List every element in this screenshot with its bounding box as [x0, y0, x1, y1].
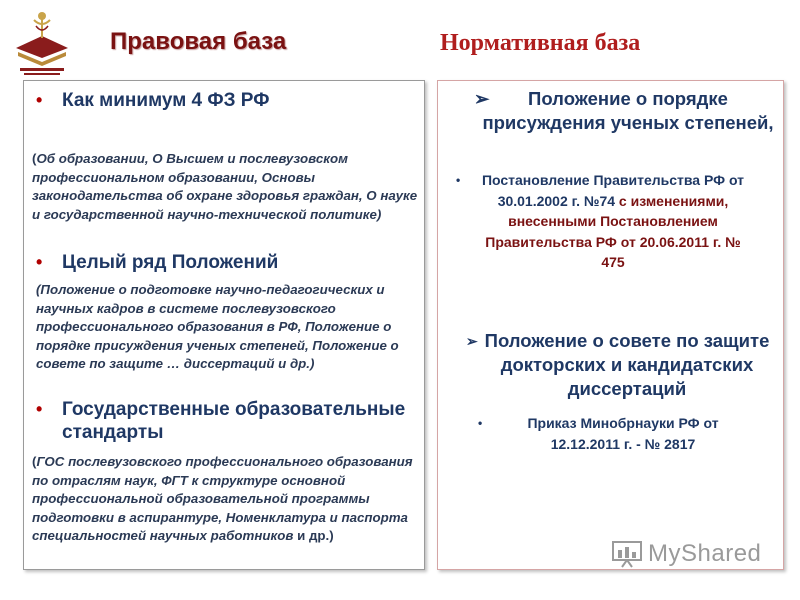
legal-item-2 [36, 251, 279, 274]
academy-emblem-icon [8, 8, 76, 78]
normative-item-1-decree: • Постановление Правительства РФ от 30.01.2002 г. №74 с изменениями, внесенными Постановлением Правительства РФ от 20.06.2011 г. № 475 [456, 172, 745, 271]
legal-item-2-heading: Целый ряд Положений [62, 252, 279, 273]
normative-item-2-heading: ➢ Положение о совете по защите докторских и кандидатских диссертаций [466, 330, 770, 399]
page-title-legal-base: Правовая база [110, 28, 287, 55]
normative-item-1-heading: ➢ Положение о порядке присуждения ученых степеней, [474, 88, 774, 133]
legal-item-2-note: (Положение о подготовке научно-педагогических и научных кадров в системе послевузовского профессионального образования в РФ, Положение о порядке присуждения ученых степеней, Положение о совете по защите … диссертаций и др.) [36, 282, 399, 371]
myshared-watermark [610, 538, 770, 570]
legal-item-3-note: (ГОС послевузовского профессионального образования по отраслям наук, ФГТ к структуре основной профессиональной образовательной программы подготовки в аспирантуре, Номенклатура и паспорта специальностей научных работников и др.) [32, 454, 413, 543]
legal-base-panel [23, 80, 425, 570]
legal-item-1-note: (Об образовании, О Высшем и послевузовском профессиональном образовании, Основы законодательства об охране здоровья граждан, О науке и государственной научно-технической политике) [32, 151, 418, 222]
watermark-text: MyShared [648, 540, 762, 567]
bullet-icon: • [36, 399, 43, 419]
legal-item-1 [36, 89, 270, 112]
legal-item-3-heading: Государственные образовательные стандарты [62, 399, 406, 443]
legal-item-3 [36, 398, 412, 444]
bullet-icon: • [456, 173, 461, 187]
normative-item-2-order: • Приказ Минобрнауки РФ от 12.12.2011 г. - № 2817 [478, 415, 719, 452]
bullet-icon: • [36, 90, 43, 110]
normative-base-panel [437, 80, 784, 570]
page-title-normative-base: Нормативная база [440, 30, 641, 56]
legal-item-3-note-text: ГОС послевузовского профессионального образования по отраслям наук, ФГТ к структуре основной профессиональной образовательной программы подготовки в аспирантуре, Номенклатура и паспорта специальностей научных работников [32, 454, 413, 543]
bullet-icon: • [36, 252, 43, 272]
legal-item-1-heading: Как минимум 4 ФЗ РФ [62, 90, 270, 111]
presentation-icon [610, 538, 644, 568]
legal-item-1-note-text: Об образовании, О Высшем и послевузовском профессиональном образовании, Основы законодательства об охране здоровья граждан, О науке и государственной научно-технической политике) [32, 151, 418, 222]
bullet-icon: • [478, 416, 483, 430]
arrow-bullet-icon: ➢ [466, 333, 478, 349]
arrow-bullet-icon: ➢ [474, 88, 490, 109]
